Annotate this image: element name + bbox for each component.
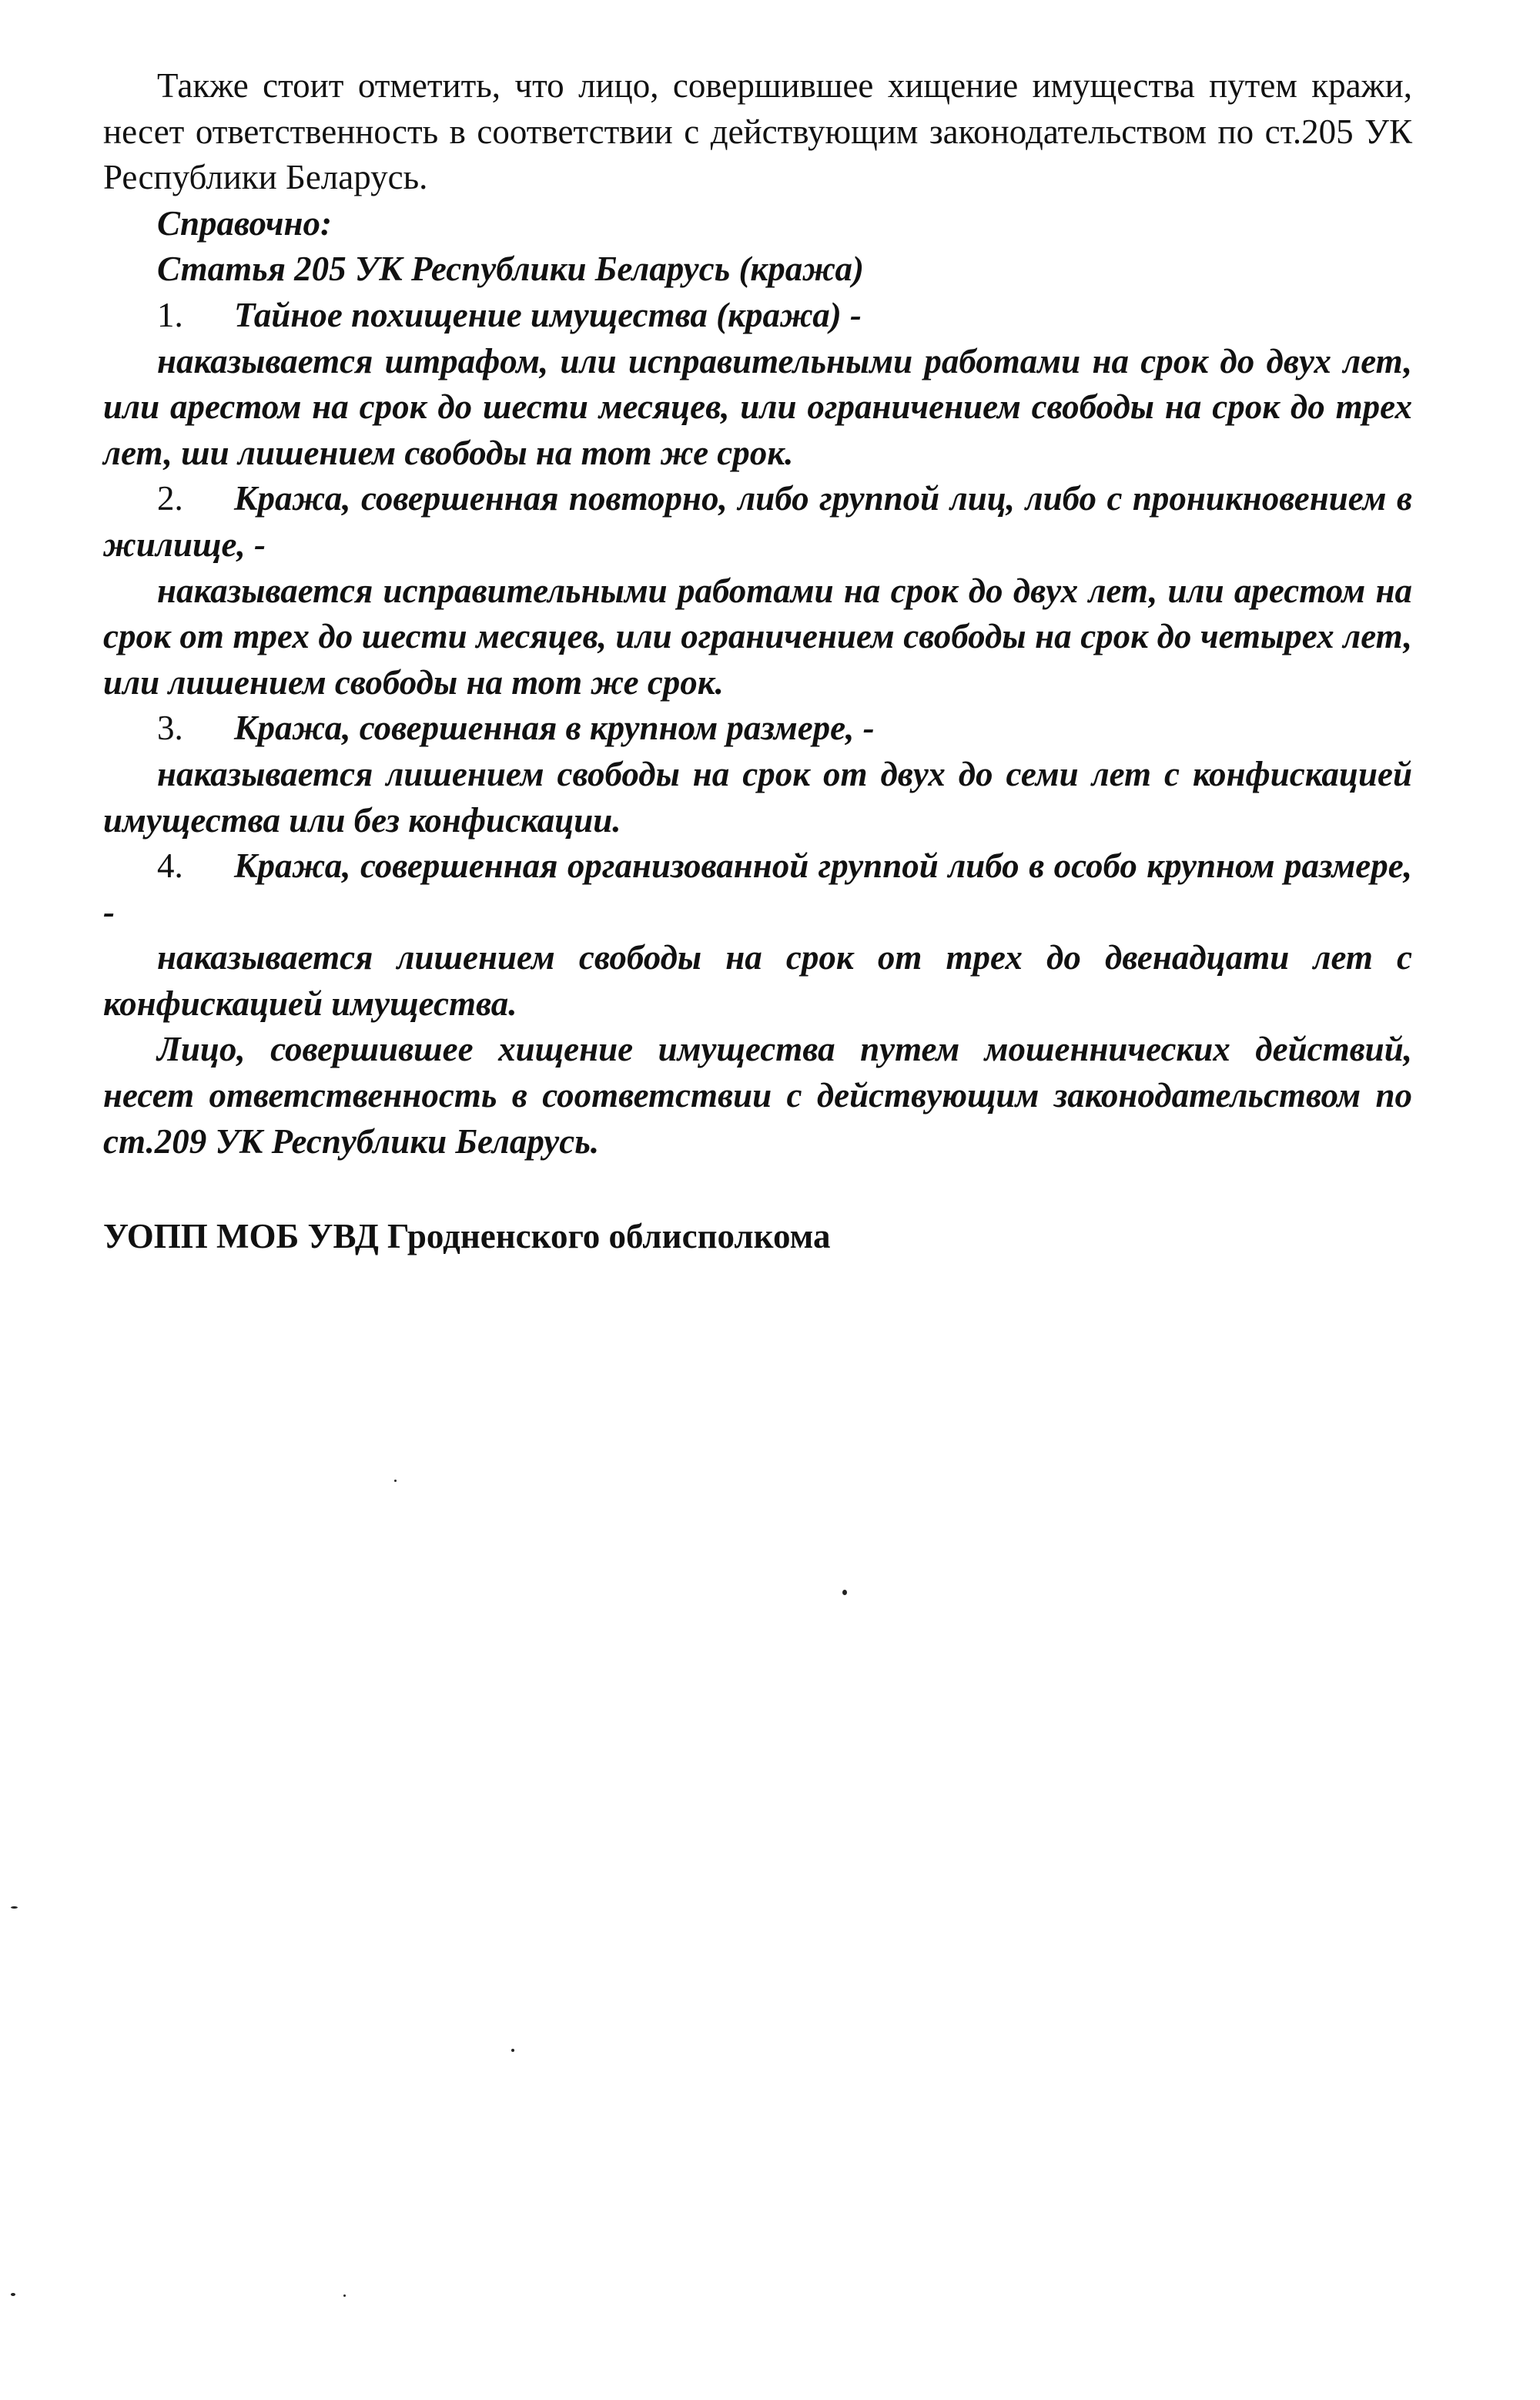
- item-4-title: [103, 843, 1412, 935]
- item-title-text: Тайное похищение имущества (кража) -: [234, 295, 862, 334]
- scan-speck: [11, 1906, 18, 1909]
- item-2-title: [103, 476, 1412, 568]
- document-body: [103, 63, 1412, 1165]
- intro-paragraph: Также стоит отметить, что лицо, совершившее хищение имущества путем кражи, несет ответственность в соответствии с действующим законодательством по ст.205 УК Республики Беларусь.: [103, 66, 1412, 197]
- item-number: 3.: [157, 709, 183, 748]
- reference-label: Справочно:: [157, 203, 332, 243]
- item-2-penalty: наказывается исправительными работами на срок до двух лет, или арестом на срок от трех до шести месяцев, или ограничением свободы на срок до четырех лет, или лишением свободы на тот же срок.: [103, 571, 1412, 702]
- item-3-title: [103, 706, 1412, 752]
- item-title-text: Кража, совершенная организованной группой либо в особо крупном размере, -: [103, 846, 1412, 931]
- scan-speck: [11, 2293, 15, 2296]
- item-number: 4.: [157, 846, 183, 886]
- item-4-penalty: наказывается лишением свободы на срок от трех до двенадцати лет с конфискацией имущества.: [103, 938, 1412, 1023]
- item-1-title: [103, 293, 1412, 339]
- signature-line: УОПП МОБ УВД Гродненского облисполкома: [103, 1217, 831, 1255]
- scan-speck: [394, 1480, 397, 1482]
- item-3-penalty: наказывается лишением свободы на срок от двух до семи лет с конфискацией имущества или без конфискации.: [103, 754, 1412, 840]
- scan-speck: [511, 2049, 514, 2052]
- scan-speck: [343, 2294, 346, 2297]
- item-number: 1.: [157, 295, 183, 334]
- item-1-penalty: наказывается штрафом, или исправительными работами на срок до двух лет, или арестом на срок до шести месяцев, или ограничением свободы на срок до трех лет, ши лишением свободы на тот же срок.: [103, 341, 1412, 472]
- closing-paragraph: Лицо, совершившее хищение имущества путем мошеннических действий, несет ответственность в соответствии с действующим законодательством по ст.209 УК Республики Беларусь.: [103, 1030, 1412, 1161]
- scan-speck: [842, 1590, 847, 1595]
- item-number: 2.: [157, 479, 183, 518]
- item-title-text: Кража, совершенная повторно, либо группой лиц, либо с проникновением в жилище, -: [103, 479, 1412, 564]
- article-title: Статья 205 УК Республики Беларусь (кража): [157, 250, 864, 289]
- item-title-text: Кража, совершенная в крупном размере, -: [234, 709, 875, 748]
